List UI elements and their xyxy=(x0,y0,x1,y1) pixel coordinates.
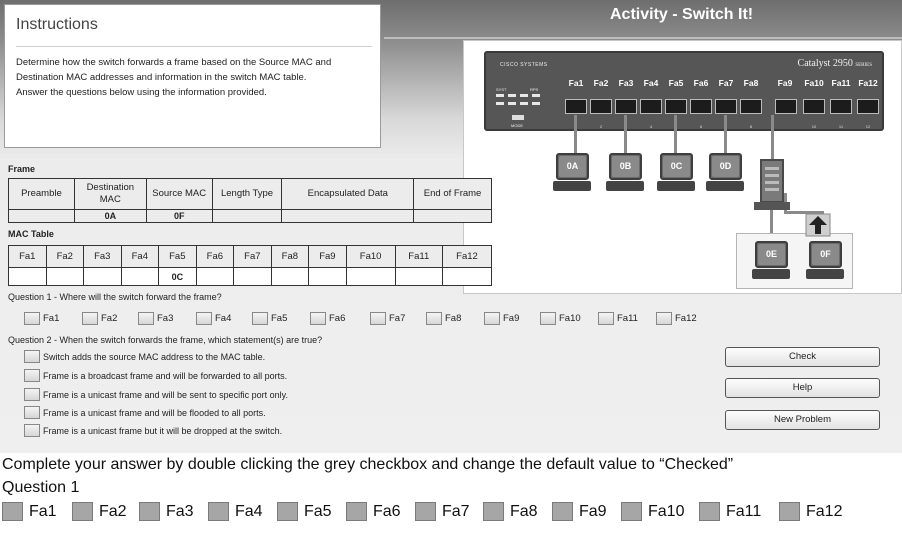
q1-option-fa8[interactable]: Fa8 xyxy=(426,312,461,325)
frame-header-cell: Length Type xyxy=(212,179,282,210)
mac-value-cell xyxy=(196,268,234,286)
grey-checkbox[interactable] xyxy=(621,502,642,521)
q1-option-fa1[interactable]: Fa1 xyxy=(24,312,59,325)
checkbox[interactable] xyxy=(370,312,386,325)
q1-option-fa9[interactable]: Fa9 xyxy=(484,312,519,325)
port-label-fa6: Fa6 xyxy=(693,78,709,88)
host-0b xyxy=(606,153,644,191)
status-led xyxy=(532,94,540,97)
port-fa8 xyxy=(740,99,762,114)
doc-option-fa1[interactable]: Fa1 xyxy=(2,502,57,521)
doc-option-fa6[interactable]: Fa6 xyxy=(346,502,401,521)
computer-icon xyxy=(606,181,644,191)
checkbox[interactable] xyxy=(426,312,442,325)
host-0d xyxy=(706,153,744,191)
q2-option-4[interactable]: Frame is a unicast frame and will be flooded to all ports. xyxy=(24,406,266,419)
doc-option-fa10[interactable]: Fa10 xyxy=(621,502,684,521)
port-fa1 xyxy=(565,99,587,114)
grey-checkbox[interactable] xyxy=(699,502,720,521)
cable xyxy=(674,115,677,155)
port-number: 2 xyxy=(599,124,603,129)
instructions-line: Answer the questions below using the information provided. xyxy=(16,87,267,98)
mac-header-cell: Fa12 xyxy=(442,246,491,268)
port-fa5 xyxy=(665,99,687,114)
checkbox[interactable] xyxy=(24,312,40,325)
mac-header-cell: Fa2 xyxy=(46,246,84,268)
host-label: 0D xyxy=(712,156,739,177)
port-label-fa2: Fa2 xyxy=(593,78,609,88)
hub-icon xyxy=(760,159,784,203)
frame-header-cell: Encapsulated Data xyxy=(282,179,414,210)
doc-option-fa8[interactable]: Fa8 xyxy=(483,502,538,521)
status-led xyxy=(520,94,528,97)
led-label-syst: SYST xyxy=(496,87,507,92)
doc-option-fa3[interactable]: Fa3 xyxy=(139,502,194,521)
mac-header-cell: Fa9 xyxy=(309,246,347,268)
frame-value-cell: 0A xyxy=(74,210,146,223)
q2-option-1[interactable]: Switch adds the source MAC address to the MAC table. xyxy=(24,350,265,363)
port-number: 10 xyxy=(811,124,817,129)
checkbox[interactable] xyxy=(82,312,98,325)
port-number: 11 xyxy=(838,124,844,129)
status-led xyxy=(532,102,540,105)
help-button[interactable]: Help xyxy=(725,378,880,398)
mode-button xyxy=(512,115,524,120)
grey-checkbox[interactable] xyxy=(208,502,229,521)
frame-header-cell: Destination MAC xyxy=(74,179,146,210)
instructions-line: Destination MAC addresses and information in the switch MAC table. xyxy=(16,72,307,83)
port-fa2 xyxy=(590,99,612,114)
mac-header-cell: Fa3 xyxy=(84,246,122,268)
switch-model-suffix: SERIES xyxy=(855,63,872,68)
frame-label: Frame xyxy=(8,164,36,174)
switch-model xyxy=(798,58,872,69)
port-label-fa10: Fa10 xyxy=(804,78,824,88)
checkbox[interactable] xyxy=(24,388,40,401)
arrow-up-icon xyxy=(805,213,831,237)
doc-option-fa4[interactable]: Fa4 xyxy=(208,502,263,521)
host-label: 0E xyxy=(758,244,785,265)
grey-checkbox[interactable] xyxy=(552,502,573,521)
port-label-fa5: Fa5 xyxy=(668,78,684,88)
port-number: 6 xyxy=(699,124,703,129)
switch-model-name: Catalyst 2950 xyxy=(797,58,853,69)
mac-value-cell: 0C xyxy=(159,268,197,286)
frame-value-cell xyxy=(9,210,75,223)
grey-checkbox[interactable] xyxy=(779,502,800,521)
q1-option-fa7[interactable]: Fa7 xyxy=(370,312,405,325)
cable xyxy=(574,115,577,155)
switch-device xyxy=(484,51,884,131)
port-number: 12 xyxy=(865,124,871,129)
mac-value-cell xyxy=(9,268,47,286)
port-label-fa8: Fa8 xyxy=(743,78,759,88)
checkbox[interactable] xyxy=(24,406,40,419)
checkbox[interactable] xyxy=(138,312,154,325)
question-1-options xyxy=(24,312,724,326)
port-fa9 xyxy=(775,99,797,114)
doc-option-fa2[interactable]: Fa2 xyxy=(72,502,127,521)
computer-icon xyxy=(752,269,790,279)
doc-option-fa5[interactable]: Fa5 xyxy=(277,502,332,521)
new-problem-button[interactable]: New Problem xyxy=(725,410,880,430)
host-label: 0C xyxy=(663,156,690,177)
checkbox[interactable] xyxy=(310,312,326,325)
status-led xyxy=(496,94,504,97)
document-area xyxy=(0,455,902,535)
mac-header-cell: Fa6 xyxy=(196,246,234,268)
checkbox[interactable] xyxy=(540,312,556,325)
instructions-line: Determine how the switch forwards a frame based on the Source MAC and xyxy=(16,57,332,68)
mode-label: MODE xyxy=(511,123,523,128)
computer-icon xyxy=(806,269,844,279)
checkbox[interactable] xyxy=(656,312,672,325)
q2-option-2[interactable]: Frame is a broadcast frame and will be forwarded to all ports. xyxy=(24,369,287,382)
grey-checkbox[interactable] xyxy=(72,502,93,521)
mac-header-cell: Fa7 xyxy=(234,246,272,268)
port-fa12 xyxy=(857,99,879,114)
cable xyxy=(724,115,727,155)
checkbox[interactable] xyxy=(484,312,500,325)
grey-checkbox[interactable] xyxy=(277,502,298,521)
grey-checkbox[interactable] xyxy=(415,502,436,521)
port-number: 4 xyxy=(649,124,653,129)
cable xyxy=(771,115,774,160)
port-fa3 xyxy=(615,99,637,114)
port-label-fa3: Fa3 xyxy=(618,78,634,88)
q1-option-fa4[interactable]: Fa4 xyxy=(196,312,231,325)
q1-option-fa12[interactable]: Fa12 xyxy=(656,312,697,325)
port-fa7 xyxy=(715,99,737,114)
checkbox[interactable] xyxy=(196,312,212,325)
mac-table xyxy=(8,245,492,286)
status-led xyxy=(508,102,516,105)
led-label-rps: RPS xyxy=(530,87,539,92)
question-1-text: Question 1 - Where will the switch forward the frame? xyxy=(8,292,222,302)
mac-value-cell xyxy=(309,268,347,286)
checkbox[interactable] xyxy=(24,369,40,382)
host-0f xyxy=(806,241,844,279)
doc-option-fa9[interactable]: Fa9 xyxy=(552,502,607,521)
computer-icon xyxy=(553,181,591,191)
hub-slot xyxy=(765,188,779,191)
computer-icon xyxy=(657,181,695,191)
port-label-fa12: Fa12 xyxy=(858,78,878,88)
mac-header-cell: Fa1 xyxy=(9,246,47,268)
checkbox[interactable] xyxy=(24,424,40,437)
frame-value-cell xyxy=(414,210,492,223)
host-0c xyxy=(657,153,695,191)
doc-option-fa11[interactable]: Fa11 xyxy=(699,502,761,521)
status-led xyxy=(520,102,528,105)
port-label-fa9: Fa9 xyxy=(777,78,793,88)
switch-brand: CISCO SYSTEMS xyxy=(500,62,548,68)
status-led xyxy=(496,102,504,105)
port-fa4 xyxy=(640,99,662,114)
mac-value-cell xyxy=(234,268,272,286)
frame-value-cell: 0F xyxy=(146,210,212,223)
mac-header-cell: Fa10 xyxy=(346,246,395,268)
host-label: 0F xyxy=(812,244,839,265)
port-fa10 xyxy=(803,99,825,114)
checkbox[interactable] xyxy=(598,312,614,325)
hub-slot xyxy=(765,174,779,177)
doc-option-fa12[interactable]: Fa12 xyxy=(779,502,842,521)
mac-header-cell: Fa11 xyxy=(395,246,442,268)
q2-option-5[interactable]: Frame is a unicast frame but it will be dropped at the switch. xyxy=(24,424,282,437)
grey-checkbox[interactable] xyxy=(2,502,23,521)
port-fa11 xyxy=(830,99,852,114)
mac-value-cell xyxy=(84,268,122,286)
hub-slot xyxy=(765,167,779,170)
grey-checkbox[interactable] xyxy=(346,502,367,521)
activity-title: Activity - Switch It! xyxy=(610,6,754,23)
checkbox[interactable] xyxy=(252,312,268,325)
frame-header-cell: End of Frame xyxy=(414,179,492,210)
hub-slot xyxy=(765,181,779,184)
instructions-text xyxy=(16,55,376,100)
port-fa6 xyxy=(690,99,712,114)
instructions-divider xyxy=(16,46,372,47)
doc-instruction: Complete your answer by double clicking the grey checkbox and change the default value to “Checked” xyxy=(2,456,734,473)
q1-option-fa6[interactable]: Fa6 xyxy=(310,312,345,325)
mac-value-cell xyxy=(346,268,395,286)
port-number: 8 xyxy=(749,124,753,129)
mac-header-cell: Fa4 xyxy=(121,246,159,268)
instructions-title: Instructions xyxy=(16,16,98,33)
q1-option-fa11[interactable]: Fa11 xyxy=(598,312,638,325)
mac-value-cell xyxy=(271,268,309,286)
q1-option-fa10[interactable]: Fa10 xyxy=(540,312,581,325)
port-label-fa7: Fa7 xyxy=(718,78,734,88)
title-divider xyxy=(384,37,902,39)
mac-value-cell xyxy=(121,268,159,286)
q1-option-fa5[interactable]: Fa5 xyxy=(252,312,287,325)
q2-option-3[interactable]: Frame is a unicast frame and will be sent to specific port only. xyxy=(24,388,288,401)
frame-table xyxy=(8,178,492,223)
frame-header-cell: Preamble xyxy=(9,179,75,210)
question-2-text: Question 2 - When the switch forwards the frame, which statement(s) are true? xyxy=(8,335,323,345)
host-0e xyxy=(752,241,790,279)
grey-checkbox[interactable] xyxy=(483,502,504,521)
host-0a xyxy=(553,153,591,191)
frame-header-cell: Source MAC xyxy=(146,179,212,210)
hub-base xyxy=(754,202,790,210)
doc-option-fa7[interactable]: Fa7 xyxy=(415,502,470,521)
mac-value-cell xyxy=(46,268,84,286)
computer-icon xyxy=(706,181,744,191)
checkbox[interactable] xyxy=(24,350,40,363)
mac-header-cell: Fa8 xyxy=(271,246,309,268)
grey-checkbox[interactable] xyxy=(139,502,160,521)
q1-option-fa3[interactable]: Fa3 xyxy=(138,312,173,325)
port-label-fa1: Fa1 xyxy=(568,78,584,88)
frame-value-cell xyxy=(282,210,414,223)
mac-table-label: MAC Table xyxy=(8,229,54,239)
port-label-fa11: Fa11 xyxy=(831,78,851,88)
host-label: 0A xyxy=(559,156,586,177)
q1-option-fa2[interactable]: Fa2 xyxy=(82,312,117,325)
frame-value-cell xyxy=(212,210,282,223)
check-button[interactable]: Check xyxy=(725,347,880,367)
doc-options xyxy=(2,502,902,526)
host-label: 0B xyxy=(612,156,639,177)
mac-value-cell xyxy=(442,268,491,286)
mac-value-cell xyxy=(395,268,442,286)
mac-header-cell: Fa5 xyxy=(159,246,197,268)
cable xyxy=(624,115,627,155)
doc-question-label: Question 1 xyxy=(2,479,80,496)
port-label-fa4: Fa4 xyxy=(643,78,659,88)
status-led xyxy=(508,94,516,97)
instructions-panel xyxy=(4,4,381,148)
